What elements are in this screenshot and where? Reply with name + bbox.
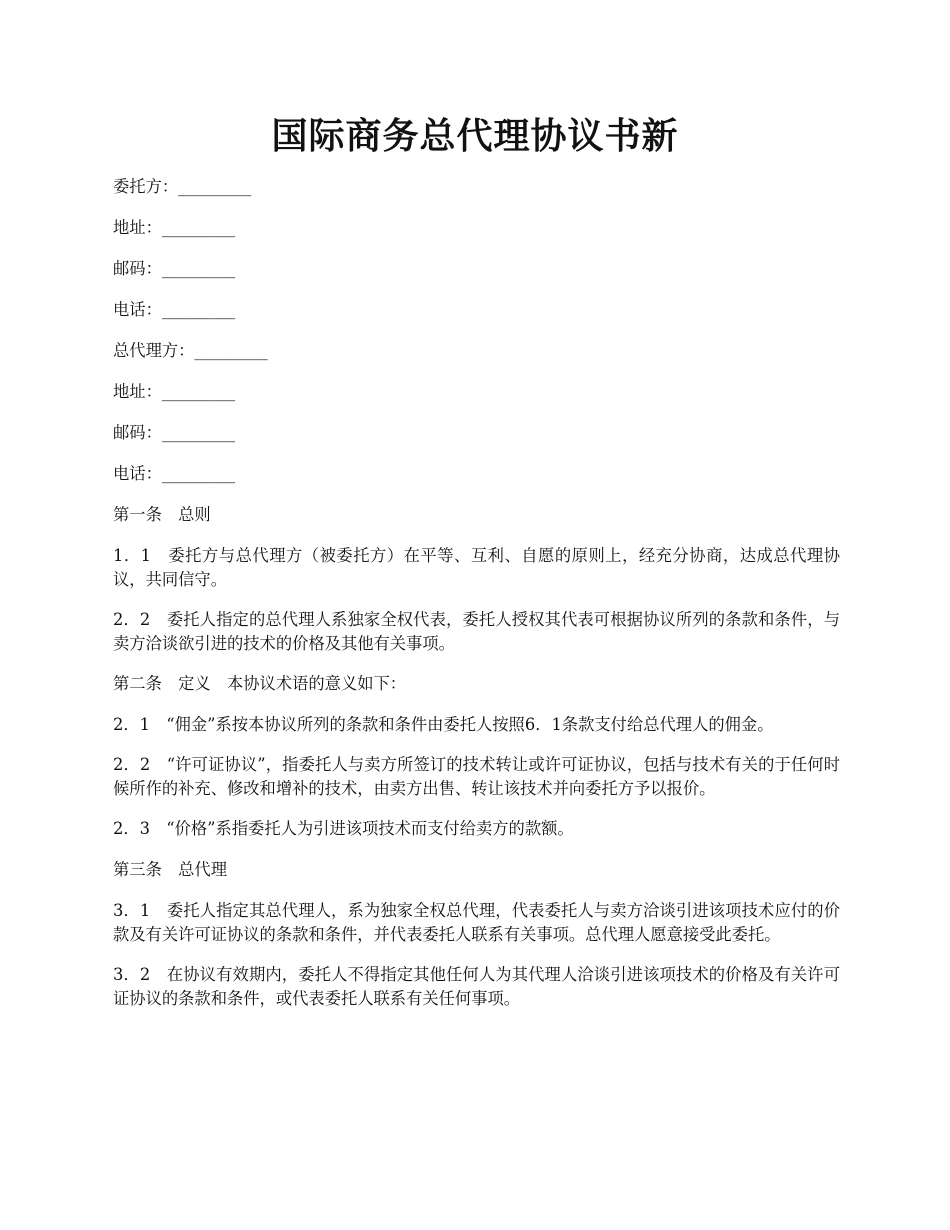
document-title: 国际商务总代理协议书新 (271, 115, 679, 157)
principal-party-line: 委托方：_________ (113, 177, 252, 196)
clause-1-1: 1．1 委托方与总代理方（被委托方）在平等、互利、自愿的原则上，经充分协商，达成总代理协议，共同信守。 (113, 546, 840, 589)
clause-2-1: 2．1 “佣金”系按本协议所列的条款和条件由委托人按照6．1条款支付给总代理人的佣金。 (113, 715, 774, 734)
article-1-heading: 第一条 总则 (113, 505, 211, 524)
agent-phone-line: 电话：_________ (113, 464, 236, 483)
clause-3-2: 3．2 在协议有效期内，委托人不得指定其他任何人为其代理人洽谈引进该项技术的价格及有关许可证协议的条款和条件，或代表委托人联系有关任何事项。 (113, 965, 840, 1008)
clause-2-2: 2．2 “许可证协议”，指委托人与卖方所签订的技术转让或许可证协议，包括与技术有关的于任何时候所作的补充、修改和增补的技术，由卖方出售、转让该技术并向委托方予以报价。 (113, 755, 840, 798)
principal-phone-line: 电话：_________ (113, 300, 236, 319)
principal-address-line: 地址：_________ (113, 218, 236, 237)
principal-postcode-line: 邮码：_________ (113, 259, 236, 278)
article-3-heading: 第三条 总代理 (113, 860, 227, 879)
article-2-heading: 第二条 定义 本协议术语的意义如下： (113, 674, 407, 693)
clause-3-1: 3．1 委托人指定其总代理人，系为独家全权总代理，代表委托人与卖方洽谈引进该项技术应付的价款及有关许可证协议的条款和条件，并代表委托人联系有关事项。总代理人愿意接受此委托。 (113, 901, 840, 944)
clause-2-2-general: 2．2 委托人指定的总代理人系独家全权代表，委托人授权其代表可根据协议所列的条款和条件，与卖方洽谈欲引进的技术的价格及其他有关事项。 (113, 610, 840, 653)
clause-2-3: 2．3 “价格”系指委托人为引进该项技术而支付给卖方的款额。 (113, 819, 574, 838)
document-body (113, 175, 840, 1027)
agent-party-line: 总代理方：_________ (113, 341, 268, 360)
agent-postcode-line: 邮码：_________ (113, 423, 236, 442)
agent-address-line: 地址：_________ (113, 382, 236, 401)
